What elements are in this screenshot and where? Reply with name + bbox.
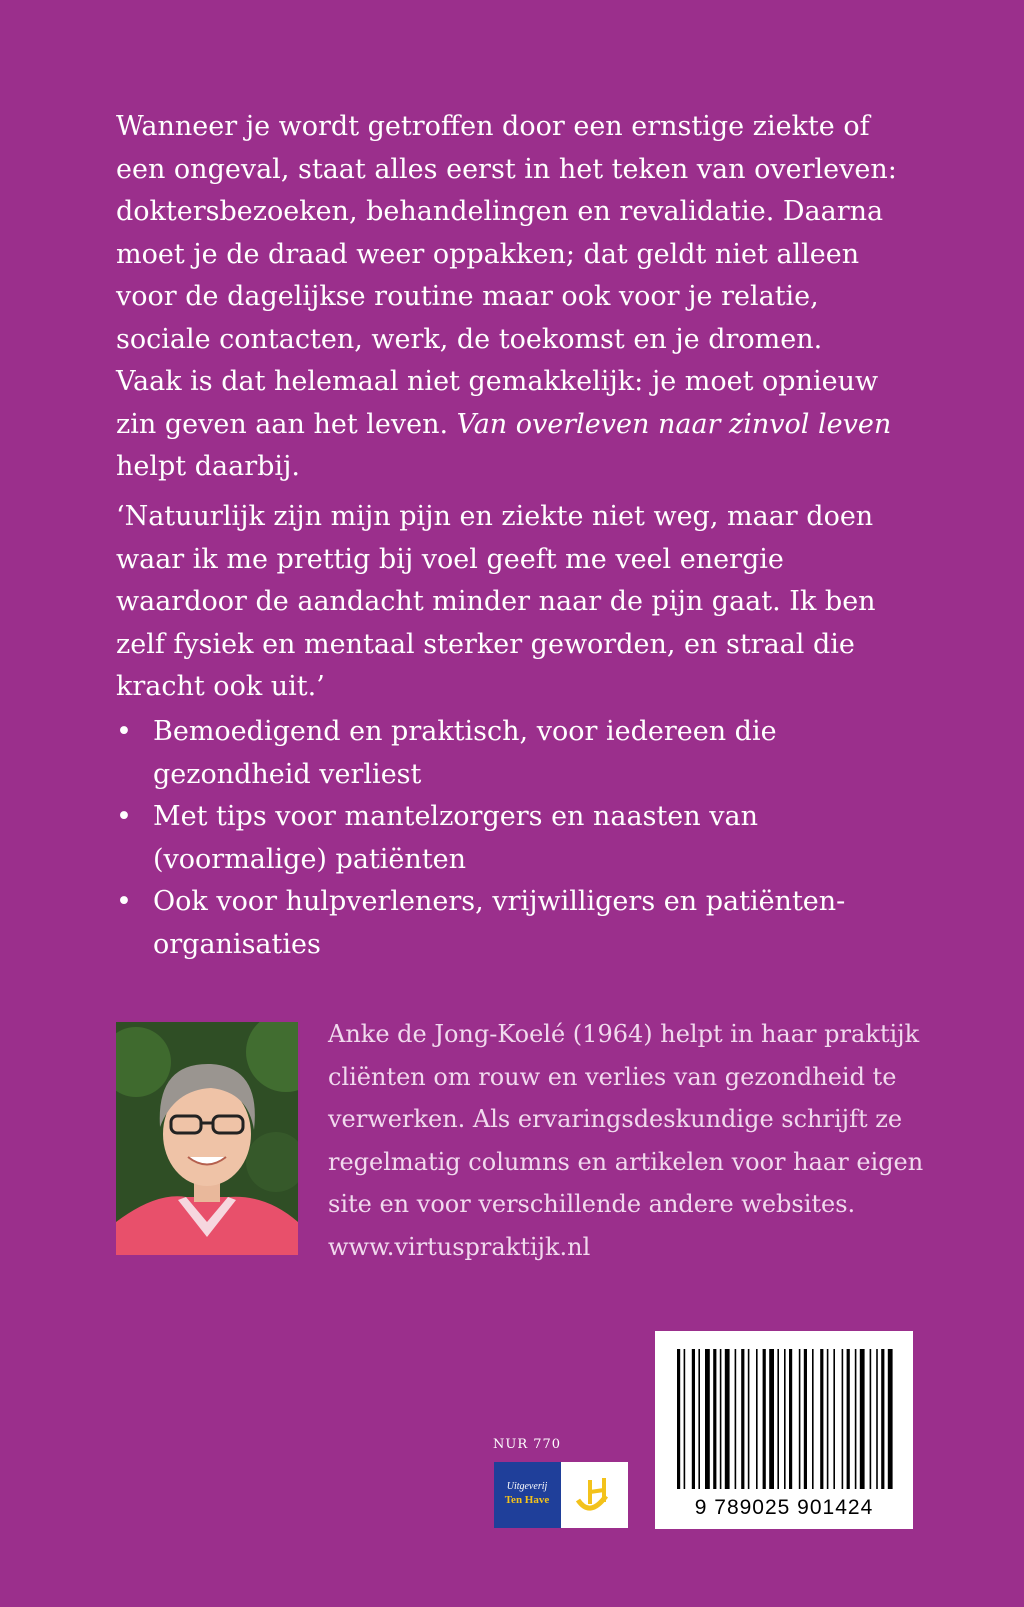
intro-text (116, 106, 916, 489)
barcode-bar (698, 1349, 700, 1489)
intro-paragraph-1: Wanneer je wordt getroffen door een ernstige ziekte of een ongeval, staat alles eerst in het teken van overleven: doktersbezoeken, behandelingen en revalidatie. Daarna moet je de draad weer oppakken; dat geldt niet alleen voor de dagelijkse routine maar ook voor je relatie, sociale contacten, werk, de toekomst en je dromen. (116, 111, 897, 355)
author-bio-text: Anke de Jong-Koelé (1964) helpt in haar praktijk cliënten om rouw en verlies van gezondheid te verwerken. Als ervaringsdeskundige schrijft ze regelmatig columns en artikelen voor haar eigen site en voor verschillende andere websites. (328, 1020, 924, 1218)
testimonial-quote: ‘Natuurlijk zijn mijn pijn en ziekte niet weg, maar doen waar ik me prettig bij voel geeft me veel energie waardoor de aandacht minder naar de pijn gaat. Ik ben zelf fysiek en mentaal sterker geworden, en straal die kracht ook uit.’ (116, 501, 876, 702)
author-photo (116, 1022, 298, 1255)
barcode-bar (870, 1349, 872, 1489)
barcode-bar (876, 1349, 878, 1489)
barcode-bar (705, 1349, 710, 1489)
barcode-bars (677, 1349, 893, 1489)
barcode-bar (713, 1349, 716, 1489)
barcode-bar (684, 1349, 686, 1489)
bullet-icon: • (116, 886, 132, 917)
list-item (116, 796, 916, 881)
list-item (116, 881, 916, 966)
publisher-logo (494, 1462, 628, 1528)
barcode-bar (799, 1349, 801, 1489)
author-portrait-icon (116, 1022, 298, 1255)
barcode-digits: 9 789025 901424 (694, 1496, 874, 1519)
nur-code: NUR 770 (493, 1437, 562, 1452)
feature-list (116, 711, 916, 966)
barcode-bar (847, 1349, 850, 1489)
barcode-bar (769, 1349, 774, 1489)
barcode-bar (812, 1349, 814, 1489)
barcode-bar (677, 1349, 680, 1489)
barcode-bar (777, 1349, 779, 1489)
isbn-barcode (655, 1331, 913, 1529)
barcode-bar (725, 1349, 730, 1489)
barcode-bar (888, 1349, 893, 1489)
list-item-text: Ook voor hulpverleners, vrijwilligers en patiëntenorganisaties (153, 886, 846, 960)
bullet-icon: • (116, 716, 132, 747)
bullet-icon: • (116, 801, 132, 832)
list-item (116, 711, 916, 796)
barcode-bar (855, 1349, 857, 1489)
barcode-bar (827, 1349, 829, 1489)
author-bio (328, 1013, 928, 1268)
barcode-bar (860, 1349, 865, 1489)
intro-paragraph-2-end: helpt daarbij. (116, 451, 300, 482)
barcode-bar (820, 1349, 823, 1489)
barcode-bar (804, 1349, 807, 1489)
book-title: Van overleven naar zinvol leven (456, 408, 892, 440)
publisher-logo-white-panel (561, 1462, 628, 1528)
barcode-bar (833, 1349, 835, 1489)
barcode-bar (881, 1349, 884, 1489)
barcode-bar (763, 1349, 766, 1489)
intro-paragraph-2 (116, 361, 916, 489)
barcode-bar (756, 1349, 758, 1489)
intro-paragraph-2-start: Vaak is dat helemaal niet gemakkelijk: je moet opnieuw zin geven aan het leven. (116, 366, 879, 440)
barcode-bar (720, 1349, 722, 1489)
barcode-bar (692, 1349, 695, 1489)
barcode-bar (784, 1349, 786, 1489)
publisher-logo-line1: Uitgeverij (506, 1481, 548, 1492)
barcode-bar (735, 1349, 737, 1489)
barcode-bar (842, 1349, 844, 1489)
author-website: www.virtuspraktijk.nl (328, 1232, 591, 1261)
publisher-logo-line2: Ten Have (504, 1494, 550, 1506)
barcode-bar (748, 1349, 750, 1489)
barcode-bar (741, 1349, 744, 1489)
list-item-text: Bemoedigend en praktisch, voor iedereen die gezondheid verliest (153, 716, 777, 790)
barcode-bar (789, 1349, 792, 1489)
list-item-text: Met tips voor mantelzorgers en naasten van (voormalige) patiënten (153, 801, 758, 875)
barcode-graphic (655, 1331, 913, 1529)
